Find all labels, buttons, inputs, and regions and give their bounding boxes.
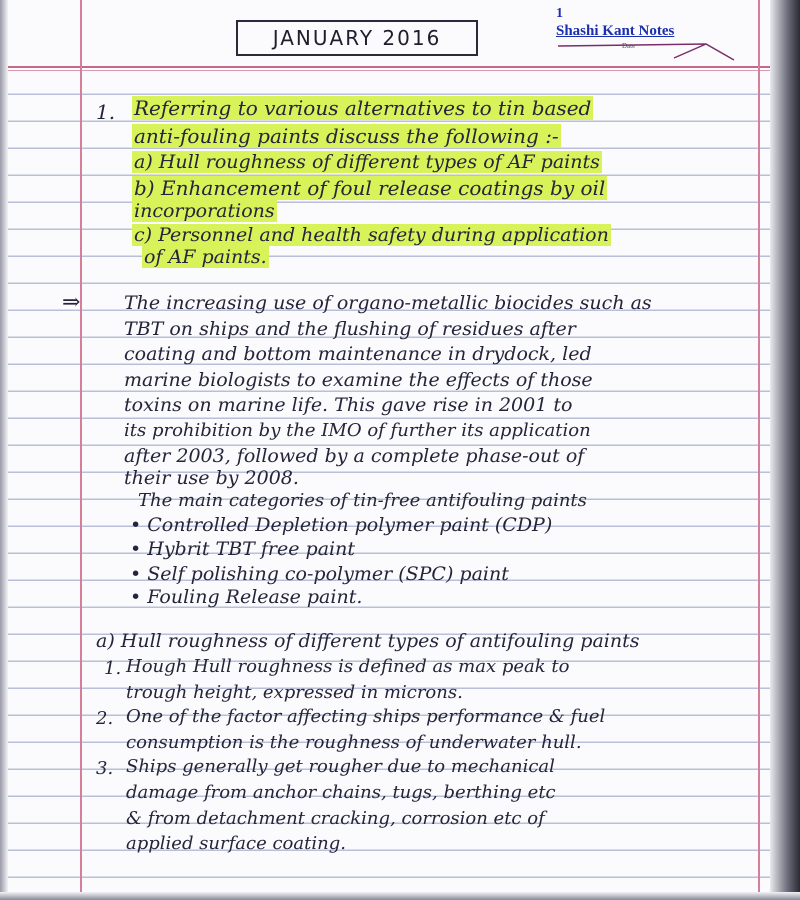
point-line: & from detachment cracking, corrosion etc of	[126, 808, 545, 829]
answer-line: its prohibition by the IMO of further its application	[124, 420, 591, 441]
question-line: c) Personnel and health safety during application	[134, 224, 609, 246]
point-line: damage from anchor chains, tugs, berthing etc	[126, 782, 556, 803]
answer-line: their use by 2008.	[124, 467, 299, 489]
answer-line: after 2003, followed by a complete phase-out of	[124, 445, 585, 467]
question-line: b) Enhancement of foul release coatings by oil	[134, 176, 606, 200]
answer-arrow-icon: ⇒	[62, 290, 81, 315]
point-number: 1.	[104, 658, 122, 679]
page-edge-bottom	[0, 892, 800, 900]
margin-line-left	[80, 0, 82, 900]
header-rule-secondary	[0, 70, 800, 71]
brand-arrow-icon	[556, 24, 736, 64]
question-number: 1.	[96, 100, 116, 124]
question-line: anti-fouling paints discuss the following :-	[134, 124, 559, 148]
header-rule	[0, 66, 800, 68]
point-number: 2.	[96, 708, 114, 729]
point-line: Ships generally get rougher due to mechanical	[126, 756, 555, 777]
answer-line: toxins on marine life. This gave rise in 2001 to	[124, 394, 573, 416]
point-number: 3.	[96, 758, 114, 779]
page-number: 1	[556, 6, 563, 21]
section-heading: a) Hull roughness of different types of antifouling paints	[96, 630, 640, 652]
point-line: One of the factor affecting ships performance & fuel	[126, 706, 606, 727]
answer-bullet: • Self polishing co-polymer (SPC) paint	[130, 563, 509, 585]
answer-bullet: • Fouling Release paint.	[130, 586, 363, 608]
answer-line: TBT on ships and the flushing of residues after	[124, 318, 576, 340]
page-edge-right	[770, 0, 800, 900]
point-line: applied surface coating.	[126, 833, 346, 854]
page-edge-left	[0, 0, 8, 900]
page-title: JANUARY 2016	[236, 20, 478, 56]
answer-line: coating and bottom maintenance in drydock, led	[124, 343, 592, 365]
point-line: consumption is the roughness of underwater hull.	[126, 732, 582, 753]
margin-line-right	[758, 0, 760, 900]
brand-name: Shashi Kant Notes	[556, 23, 675, 39]
question-line: Referring to various alternatives to tin based	[134, 96, 592, 120]
answer-bullet: • Controlled Depletion polymer paint (CDP)	[130, 514, 553, 536]
answer-line: The main categories of tin-free antifouling paints	[138, 490, 587, 511]
answer-bullet: • Hybrit TBT free paint	[130, 538, 355, 560]
point-line: trough height, expressed in microns.	[126, 682, 463, 703]
answer-line: marine biologists to examine the effects of those	[124, 369, 593, 391]
question-line: a) Hull roughness of different types of AF paints	[134, 151, 600, 173]
watermark-brand	[556, 6, 736, 50]
answer-line: The increasing use of organo-metallic biocides such as	[124, 292, 652, 314]
question-line: incorporations	[134, 200, 275, 222]
question-line: of AF paints.	[144, 246, 267, 268]
date-label: Date	[622, 42, 636, 50]
point-line: Hough Hull roughness is defined as max peak to	[126, 656, 570, 677]
